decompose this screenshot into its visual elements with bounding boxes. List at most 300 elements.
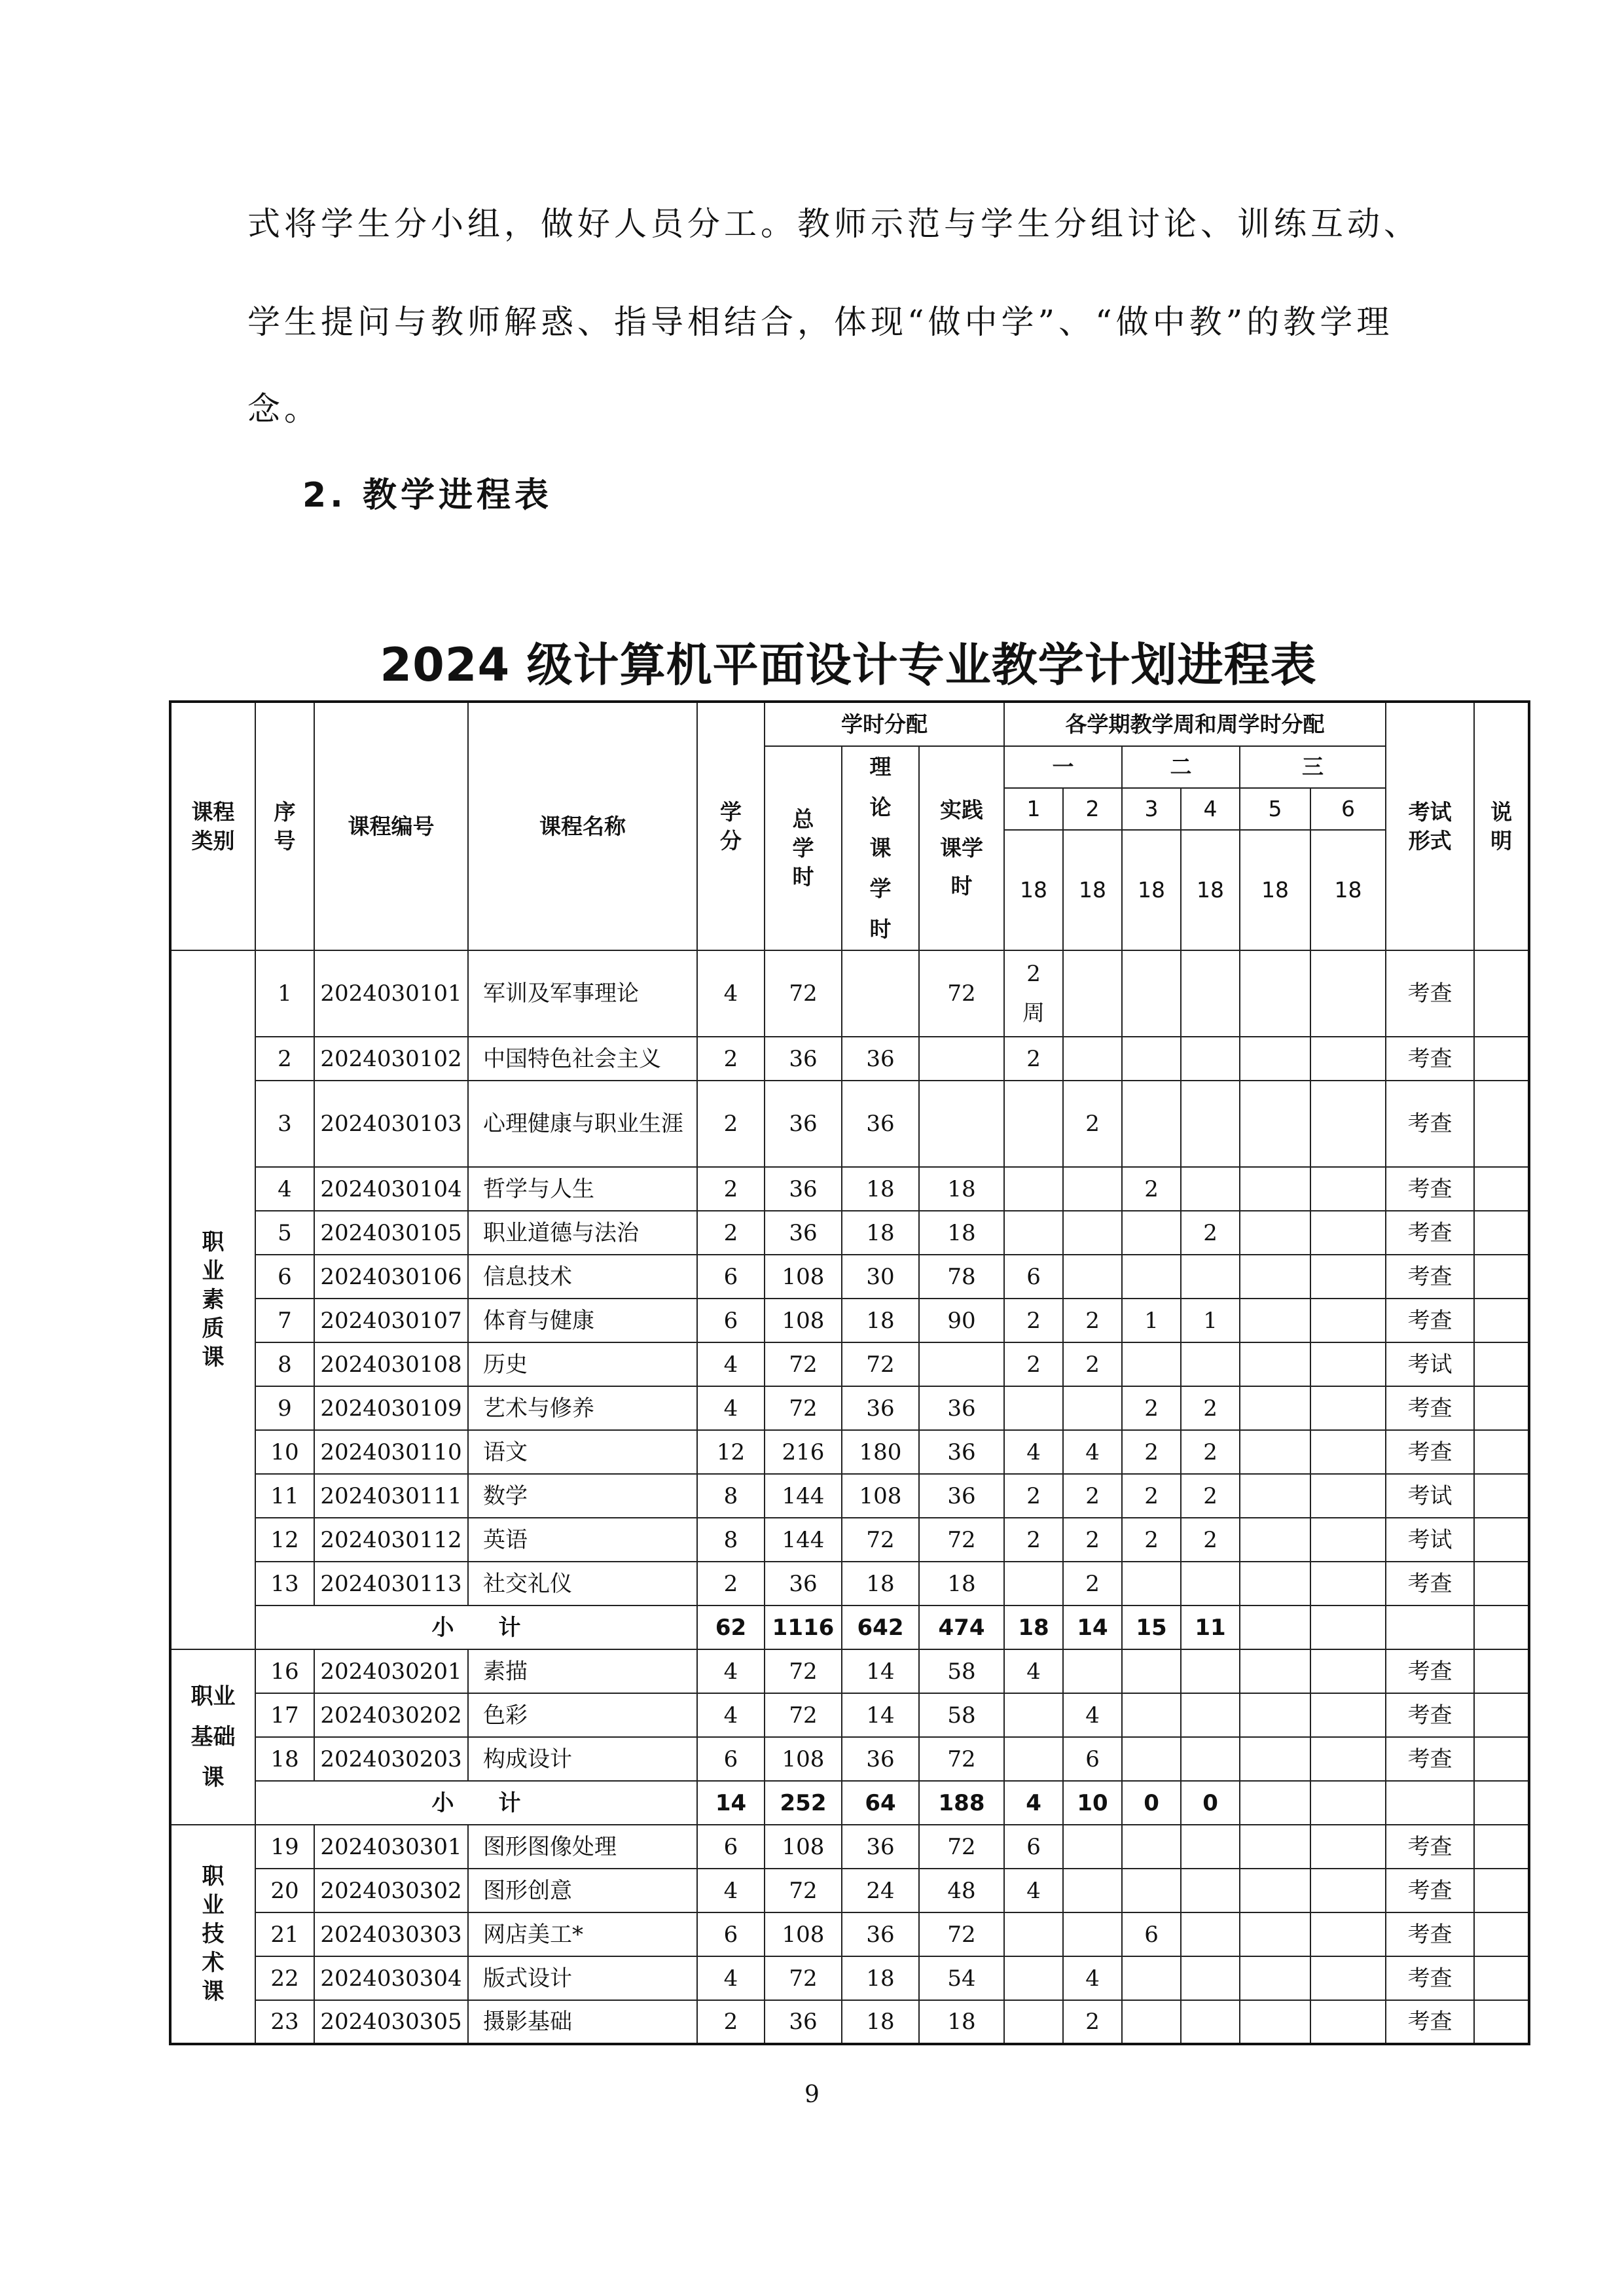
term-3-cell	[1122, 1956, 1181, 2000]
course-name-cell: 网店美工*	[468, 1912, 697, 1956]
term-4-cell	[1181, 1081, 1240, 1167]
theory-hours-cell: 18	[842, 1956, 919, 2000]
credit-cell: 6	[697, 1912, 765, 1956]
term-1-cell	[1004, 1693, 1063, 1737]
table-row	[170, 1562, 1529, 1605]
term-2-cell	[1063, 1211, 1122, 1255]
term-2-cell: 2	[1063, 1518, 1122, 1562]
theory-hours-cell: 36	[842, 1912, 919, 1956]
total-hours-cell: 108	[765, 1737, 842, 1781]
table-row	[170, 2000, 1529, 2044]
subtotal-term-1: 4	[1004, 1781, 1063, 1825]
term-4-cell: 2	[1181, 1518, 1240, 1562]
term-1-cell: 2	[1004, 1518, 1063, 1562]
subtotal-term-3: 15	[1122, 1605, 1181, 1649]
header-term-weeks-2: 18	[1063, 830, 1122, 950]
header-seq: 序号	[255, 702, 314, 950]
term-1-cell	[1004, 1562, 1063, 1605]
subtotal-term-5	[1240, 1605, 1310, 1649]
code-cell: 2024030112	[314, 1518, 468, 1562]
seq-cell: 19	[255, 1825, 314, 1869]
subtotal-term-3: 0	[1122, 1781, 1181, 1825]
subtotal-practice: 188	[919, 1781, 1004, 1825]
practice-hours-cell: 78	[919, 1255, 1004, 1299]
exam-type-cell: 考查	[1386, 1649, 1474, 1693]
term-1-cell: 6	[1004, 1255, 1063, 1299]
code-cell: 2024030201	[314, 1649, 468, 1693]
theory-hours-cell: 14	[842, 1693, 919, 1737]
course-name-cell: 艺术与修养	[468, 1386, 697, 1430]
total-hours-cell: 36	[765, 2000, 842, 2044]
subtotal-term-5	[1240, 1781, 1310, 1825]
term-5-cell	[1240, 1342, 1310, 1386]
header-practice: 实践课学时	[919, 746, 1004, 950]
seq-cell: 23	[255, 2000, 314, 2044]
table-row	[170, 1912, 1529, 1956]
subtotal-term-4: 11	[1181, 1605, 1240, 1649]
term-4-cell: 2	[1181, 1386, 1240, 1430]
seq-cell: 20	[255, 1869, 314, 1912]
theory-hours-cell: 18	[842, 2000, 919, 2044]
seq-cell: 22	[255, 1956, 314, 2000]
term-3-cell	[1122, 950, 1181, 1037]
header-category: 课程类别	[170, 702, 255, 950]
code-cell: 2024030109	[314, 1386, 468, 1430]
seq-cell: 11	[255, 1474, 314, 1518]
total-hours-cell: 72	[765, 1342, 842, 1386]
table-row	[170, 1430, 1529, 1474]
note-cell	[1474, 1649, 1529, 1693]
term-5-cell	[1240, 1299, 1310, 1342]
total-hours-cell: 72	[765, 1956, 842, 2000]
category-cell: 职业基础课	[170, 1649, 255, 1825]
credit-cell: 12	[697, 1430, 765, 1474]
note-cell	[1474, 1562, 1529, 1605]
term-5-cell	[1240, 1956, 1310, 2000]
code-cell: 2024030105	[314, 1211, 468, 1255]
theory-hours-cell: 24	[842, 1869, 919, 1912]
table-row	[170, 1869, 1529, 1912]
note-cell	[1474, 1037, 1529, 1081]
term-5-cell	[1240, 1825, 1310, 1869]
credit-cell: 8	[697, 1474, 765, 1518]
note-cell	[1474, 950, 1529, 1037]
note-cell	[1474, 1299, 1529, 1342]
practice-hours-cell: 18	[919, 2000, 1004, 2044]
credit-cell: 2	[697, 1211, 765, 1255]
practice-hours-cell: 72	[919, 1737, 1004, 1781]
seq-cell: 2	[255, 1037, 314, 1081]
seq-cell: 4	[255, 1167, 314, 1211]
course-name-cell: 体育与健康	[468, 1299, 697, 1342]
term-5-cell	[1240, 1912, 1310, 1956]
theory-hours-cell: 108	[842, 1474, 919, 1518]
table-row	[170, 1693, 1529, 1737]
code-cell: 2024030102	[314, 1037, 468, 1081]
term-2-cell: 4	[1063, 1956, 1122, 2000]
total-hours-cell: 108	[765, 1825, 842, 1869]
exam-type-cell: 考查	[1386, 950, 1474, 1037]
seq-cell: 9	[255, 1386, 314, 1430]
subtotal-exam	[1386, 1781, 1474, 1825]
subtotal-theory: 64	[842, 1781, 919, 1825]
subtotal-row	[170, 1605, 1529, 1649]
term-3-cell	[1122, 1737, 1181, 1781]
credit-cell: 2	[697, 1081, 765, 1167]
note-cell	[1474, 1956, 1529, 2000]
term-1-cell: 2周	[1004, 950, 1063, 1037]
exam-type-cell: 考查	[1386, 1693, 1474, 1737]
term-4-cell: 2	[1181, 1430, 1240, 1474]
practice-hours-cell: 72	[919, 1825, 1004, 1869]
header-term-weeks-5: 18	[1240, 830, 1310, 950]
seq-cell: 1	[255, 950, 314, 1037]
subtotal-term-4: 0	[1181, 1781, 1240, 1825]
term-6-cell	[1310, 1562, 1386, 1605]
subtotal-term-1: 18	[1004, 1605, 1063, 1649]
term-1-cell: 2	[1004, 1037, 1063, 1081]
term-6-cell	[1310, 1737, 1386, 1781]
seq-cell: 17	[255, 1693, 314, 1737]
term-3-cell	[1122, 1693, 1181, 1737]
category-cell: 职业技术课	[170, 1825, 255, 2044]
subtotal-exam	[1386, 1605, 1474, 1649]
table-row	[170, 1474, 1529, 1518]
term-2-cell: 2	[1063, 2000, 1122, 2044]
term-1-cell: 4	[1004, 1430, 1063, 1474]
term-4-cell	[1181, 1869, 1240, 1912]
exam-type-cell: 考查	[1386, 1167, 1474, 1211]
term-1-cell	[1004, 1912, 1063, 1956]
header-term-weeks-1: 18	[1004, 830, 1063, 950]
exam-type-cell: 考查	[1386, 1737, 1474, 1781]
header-credit: 学分	[697, 702, 765, 950]
term-5-cell	[1240, 1081, 1310, 1167]
course-name-cell: 摄影基础	[468, 2000, 697, 2044]
exam-type-cell: 考查	[1386, 1869, 1474, 1912]
theory-hours-cell: 36	[842, 1825, 919, 1869]
table-row	[170, 1342, 1529, 1386]
term-5-cell	[1240, 950, 1310, 1037]
seq-cell: 13	[255, 1562, 314, 1605]
term-2-cell: 2	[1063, 1299, 1122, 1342]
exam-type-cell: 考查	[1386, 1255, 1474, 1299]
term-4-cell	[1181, 1693, 1240, 1737]
term-1-cell	[1004, 1081, 1063, 1167]
category-cell: 职业素质课	[170, 950, 255, 1649]
intro-line-3: 念。	[247, 390, 321, 428]
credit-cell: 4	[697, 1649, 765, 1693]
credit-cell: 4	[697, 1956, 765, 2000]
code-cell: 2024030104	[314, 1167, 468, 1211]
seq-cell: 8	[255, 1342, 314, 1386]
header-term-weeks-3: 18	[1122, 830, 1181, 950]
course-name-cell: 语文	[468, 1430, 697, 1474]
seq-cell: 12	[255, 1518, 314, 1562]
term-4-cell	[1181, 1342, 1240, 1386]
course-name-cell: 信息技术	[468, 1255, 697, 1299]
term-6-cell	[1310, 1037, 1386, 1081]
credit-cell: 6	[697, 1299, 765, 1342]
credit-cell: 2	[697, 2000, 765, 2044]
table-row	[170, 1299, 1529, 1342]
course-name-cell: 哲学与人生	[468, 1167, 697, 1211]
credit-cell: 6	[697, 1737, 765, 1781]
term-5-cell	[1240, 1037, 1310, 1081]
header-term-2: 2	[1063, 788, 1122, 830]
theory-hours-cell	[842, 950, 919, 1037]
total-hours-cell: 72	[765, 1649, 842, 1693]
total-hours-cell: 108	[765, 1912, 842, 1956]
subtotal-label: 小 计	[255, 1781, 697, 1825]
theory-hours-cell: 36	[842, 1037, 919, 1081]
seq-cell: 10	[255, 1430, 314, 1474]
code-cell: 2024030110	[314, 1430, 468, 1474]
term-5-cell	[1240, 1518, 1310, 1562]
course-name-cell: 军训及军事理论	[468, 950, 697, 1037]
course-name-cell: 图形创意	[468, 1869, 697, 1912]
term-1-cell	[1004, 2000, 1063, 2044]
header-term-6: 6	[1310, 788, 1386, 830]
term-6-cell	[1310, 1956, 1386, 2000]
course-name-cell: 版式设计	[468, 1956, 697, 2000]
term-6-cell	[1310, 1386, 1386, 1430]
total-hours-cell: 108	[765, 1255, 842, 1299]
term-1-cell: 6	[1004, 1825, 1063, 1869]
term-2-cell: 2	[1063, 1562, 1122, 1605]
course-name-cell: 色彩	[468, 1693, 697, 1737]
term-2-cell	[1063, 1869, 1122, 1912]
term-4-cell	[1181, 1255, 1240, 1299]
term-3-cell: 2	[1122, 1430, 1181, 1474]
course-name-cell: 中国特色社会主义	[468, 1037, 697, 1081]
theory-hours-cell: 18	[842, 1167, 919, 1211]
exam-type-cell: 考查	[1386, 1912, 1474, 1956]
total-hours-cell: 144	[765, 1518, 842, 1562]
practice-hours-cell: 48	[919, 1869, 1004, 1912]
practice-hours-cell: 72	[919, 1912, 1004, 1956]
term-6-cell	[1310, 950, 1386, 1037]
term-4-cell	[1181, 1562, 1240, 1605]
subtotal-term-2: 10	[1063, 1781, 1122, 1825]
code-cell: 2024030107	[314, 1299, 468, 1342]
code-cell: 2024030113	[314, 1562, 468, 1605]
code-cell: 2024030302	[314, 1869, 468, 1912]
note-cell	[1474, 1825, 1529, 1869]
term-5-cell	[1240, 1562, 1310, 1605]
course-name-cell: 英语	[468, 1518, 697, 1562]
term-5-cell	[1240, 1430, 1310, 1474]
note-cell	[1474, 1386, 1529, 1430]
theory-hours-cell: 72	[842, 1518, 919, 1562]
term-3-cell: 2	[1122, 1518, 1181, 1562]
course-name-cell: 心理健康与职业生涯	[468, 1081, 697, 1167]
credit-cell: 4	[697, 1342, 765, 1386]
practice-hours-cell	[919, 1342, 1004, 1386]
term-3-cell: 6	[1122, 1912, 1181, 1956]
term-5-cell	[1240, 1474, 1310, 1518]
credit-cell: 6	[697, 1825, 765, 1869]
term-6-cell	[1310, 1693, 1386, 1737]
course-name-cell: 历史	[468, 1342, 697, 1386]
course-name-cell: 构成设计	[468, 1737, 697, 1781]
theory-hours-cell: 18	[842, 1562, 919, 1605]
header-term-4: 4	[1181, 788, 1240, 830]
term-1-cell: 2	[1004, 1474, 1063, 1518]
term-2-cell: 2	[1063, 1474, 1122, 1518]
term-3-cell: 1	[1122, 1299, 1181, 1342]
total-hours-cell: 72	[765, 1386, 842, 1430]
term-2-cell	[1063, 1255, 1122, 1299]
term-6-cell	[1310, 1869, 1386, 1912]
exam-type-cell: 考试	[1386, 1474, 1474, 1518]
seq-cell: 5	[255, 1211, 314, 1255]
seq-cell: 6	[255, 1255, 314, 1299]
subtotal-total: 252	[765, 1781, 842, 1825]
header-name: 课程名称	[468, 702, 697, 950]
subtotal-note	[1474, 1605, 1529, 1649]
practice-hours-cell: 36	[919, 1430, 1004, 1474]
term-4-cell	[1181, 1956, 1240, 2000]
total-hours-cell: 72	[765, 1693, 842, 1737]
term-3-cell	[1122, 1255, 1181, 1299]
note-cell	[1474, 1912, 1529, 1956]
table-row	[170, 1649, 1529, 1693]
teaching-plan-table	[169, 700, 1530, 2045]
table-title: 2024 级计算机平面设计专业教学计划进程表	[380, 638, 1317, 692]
term-1-cell: 4	[1004, 1649, 1063, 1693]
term-1-cell	[1004, 1211, 1063, 1255]
practice-hours-cell: 18	[919, 1562, 1004, 1605]
term-6-cell	[1310, 1342, 1386, 1386]
term-6-cell	[1310, 1474, 1386, 1518]
table-row	[170, 1737, 1529, 1781]
theory-hours-cell: 36	[842, 1386, 919, 1430]
term-1-cell	[1004, 1386, 1063, 1430]
code-cell: 2024030301	[314, 1825, 468, 1869]
note-cell	[1474, 1081, 1529, 1167]
term-4-cell	[1181, 2000, 1240, 2044]
term-2-cell	[1063, 1912, 1122, 1956]
term-3-cell	[1122, 2000, 1181, 2044]
total-hours-cell: 72	[765, 1869, 842, 1912]
term-2-cell: 4	[1063, 1693, 1122, 1737]
note-cell	[1474, 1693, 1529, 1737]
term-5-cell	[1240, 1693, 1310, 1737]
credit-cell: 2	[697, 1037, 765, 1081]
total-hours-cell: 36	[765, 1081, 842, 1167]
practice-hours-cell: 72	[919, 950, 1004, 1037]
term-5-cell	[1240, 2000, 1310, 2044]
theory-hours-cell: 180	[842, 1430, 919, 1474]
term-4-cell	[1181, 1649, 1240, 1693]
term-6-cell	[1310, 1430, 1386, 1474]
term-4-cell: 1	[1181, 1299, 1240, 1342]
exam-type-cell: 考查	[1386, 1825, 1474, 1869]
exam-type-cell: 考查	[1386, 1430, 1474, 1474]
total-hours-cell: 72	[765, 950, 842, 1037]
term-1-cell	[1004, 1956, 1063, 2000]
term-5-cell	[1240, 1211, 1310, 1255]
seq-cell: 18	[255, 1737, 314, 1781]
header-term-3: 3	[1122, 788, 1181, 830]
header-year-1: 一	[1004, 746, 1122, 788]
term-4-cell	[1181, 1825, 1240, 1869]
subtotal-note	[1474, 1781, 1529, 1825]
subtotal-row	[170, 1781, 1529, 1825]
code-cell: 2024030202	[314, 1693, 468, 1737]
header-exam: 考试形式	[1386, 702, 1474, 950]
exam-type-cell: 考查	[1386, 1562, 1474, 1605]
total-hours-cell: 36	[765, 1211, 842, 1255]
term-6-cell	[1310, 1255, 1386, 1299]
term-4-cell	[1181, 1912, 1240, 1956]
table-row	[170, 950, 1529, 1037]
term-4-cell	[1181, 1167, 1240, 1211]
course-name-cell: 职业道德与法治	[468, 1211, 697, 1255]
term-3-cell	[1122, 1649, 1181, 1693]
table-row	[170, 1037, 1529, 1081]
practice-hours-cell: 54	[919, 1956, 1004, 2000]
term-3-cell: 2	[1122, 1386, 1181, 1430]
term-5-cell	[1240, 1737, 1310, 1781]
seq-cell: 16	[255, 1649, 314, 1693]
exam-type-cell: 考查	[1386, 2000, 1474, 2044]
header-code: 课程编号	[314, 702, 468, 950]
code-cell: 2024030111	[314, 1474, 468, 1518]
term-6-cell	[1310, 2000, 1386, 2044]
practice-hours-cell: 36	[919, 1474, 1004, 1518]
header-weeks-group: 各学期教学周和周学时分配	[1004, 702, 1386, 746]
subtotal-term-6	[1310, 1781, 1386, 1825]
term-2-cell: 2	[1063, 1081, 1122, 1167]
header-hours-group: 学时分配	[765, 702, 1004, 746]
subtotal-term-6	[1310, 1605, 1386, 1649]
term-6-cell	[1310, 1167, 1386, 1211]
theory-hours-cell: 30	[842, 1255, 919, 1299]
subtotal-theory: 642	[842, 1605, 919, 1649]
term-3-cell	[1122, 1562, 1181, 1605]
note-cell	[1474, 1255, 1529, 1299]
theory-hours-cell: 36	[842, 1081, 919, 1167]
term-3-cell	[1122, 1342, 1181, 1386]
header-year-2: 二	[1122, 746, 1240, 788]
header-year-3: 三	[1240, 746, 1386, 788]
theory-hours-cell: 72	[842, 1342, 919, 1386]
term-1-cell: 2	[1004, 1342, 1063, 1386]
note-cell	[1474, 1737, 1529, 1781]
term-3-cell	[1122, 1081, 1181, 1167]
course-name-cell: 社交礼仪	[468, 1562, 697, 1605]
code-cell: 2024030304	[314, 1956, 468, 2000]
header-term-1: 1	[1004, 788, 1063, 830]
subtotal-credit: 14	[697, 1781, 765, 1825]
total-hours-cell: 108	[765, 1299, 842, 1342]
term-4-cell: 2	[1181, 1211, 1240, 1255]
practice-hours-cell	[919, 1037, 1004, 1081]
page-number: 9	[804, 2081, 820, 2108]
header-term-5: 5	[1240, 788, 1310, 830]
credit-cell: 4	[697, 1869, 765, 1912]
header-term-weeks-6: 18	[1310, 830, 1386, 950]
term-4-cell	[1181, 950, 1240, 1037]
term-2-cell	[1063, 1167, 1122, 1211]
practice-hours-cell: 18	[919, 1211, 1004, 1255]
practice-hours-cell: 58	[919, 1649, 1004, 1693]
code-cell: 2024030303	[314, 1912, 468, 1956]
header-total: 总学时	[765, 746, 842, 950]
note-cell	[1474, 1474, 1529, 1518]
